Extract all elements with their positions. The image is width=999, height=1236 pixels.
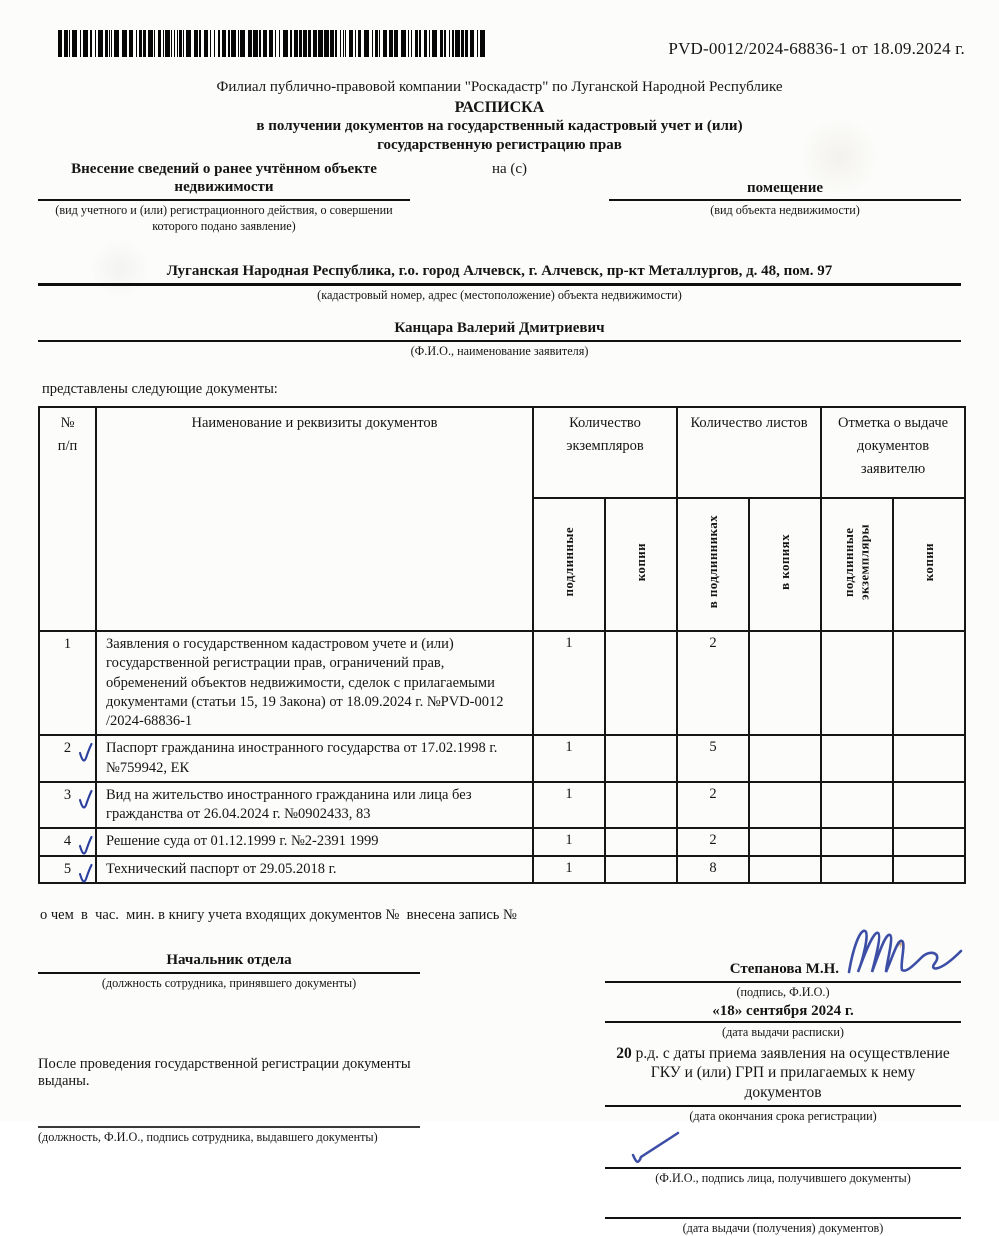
handwritten-checkmark-icon: [627, 1129, 683, 1167]
row-number-cell: [39, 735, 96, 782]
originals-count: 1: [565, 785, 573, 802]
document-name: Заявления о государственном кадастровом учете и (или) государственной регистрации прав, ограничений прав, обременений объектов недвижимости, сделок с прилагаемыми документами (статьи 15, 19 Закона) от 18.09.2024 г. №PVD-0012 /2024-68836-1: [106, 635, 504, 730]
copies-count-cell: [605, 782, 677, 829]
copies-count-cell: [605, 828, 677, 855]
col-header-number-line2: п/п: [57, 438, 78, 455]
na-s-label: на (с): [491, 160, 528, 177]
applicant-caption: (Ф.И.О., наименование заявителя): [410, 344, 589, 359]
originals-count: 1: [565, 634, 573, 651]
object-address-caption: (кадастровый номер, адрес (местоположение) объекта недвижимости): [317, 288, 682, 303]
record-book-line: о чем в час. мин. в книгу учета входящих документов № внесена запись №: [40, 907, 517, 924]
signatory-name: Степанова М.Н.: [729, 961, 839, 978]
originals-count-cell: [533, 782, 605, 829]
copies-count-cell: [605, 631, 677, 735]
row-number: 4: [63, 833, 72, 850]
action-type-block: [38, 160, 410, 235]
row-number: 3: [63, 786, 72, 803]
deadline-text: р.д. с даты приема заявления на осуществление ГКУ и (или) ГРП и прилагаемых к нему документов: [635, 1044, 950, 1101]
deadline-caption: (дата окончания срока регистрации): [689, 1108, 877, 1123]
document-name-cell: [96, 631, 533, 735]
document-number: PVD-0012/2024-68836-1 от 18.09.2024 г.: [668, 39, 965, 58]
receipt-subtitle-1: в получении документов на государственный кадастровый учет и (или): [256, 118, 743, 134]
row-number: 1: [63, 635, 72, 652]
document-header: [0, 0, 999, 59]
document-name: Технический паспорт от 29.05.2018 г.: [106, 860, 337, 877]
sheets-originals-count: 2: [709, 832, 717, 849]
signature-section: [38, 936, 961, 1236]
row-number-cell: [39, 856, 96, 883]
row-checkmark-icon: [78, 742, 93, 770]
receiver-caption: (должность сотрудника, принявшего документы): [101, 976, 357, 991]
registration-deadline: [605, 1041, 961, 1107]
receipt-subtitle-2: государственную регистрацию прав: [377, 136, 622, 153]
left-signature-column: [38, 936, 420, 1236]
stamp-mark-icon: ✳: [895, 939, 905, 952]
originals-count: 1: [565, 739, 573, 756]
issued-originals-cell: [821, 828, 893, 855]
issued-originals-cell: [821, 631, 893, 735]
subheader-in-copies: [749, 498, 821, 631]
table-row: [39, 631, 965, 735]
signature-line: [605, 936, 961, 983]
documents-tbody: [39, 631, 965, 883]
object-type-value: помещение: [609, 160, 961, 202]
subheader-original-instances: [821, 498, 893, 631]
group-header-issue-mark-label: Отметка о выдаче документов заявителю: [837, 414, 949, 478]
sheets-originals-cell: [677, 735, 749, 782]
sheets-originals-count: 2: [709, 634, 717, 651]
action-type-caption: (вид учетного и (или) регистрационного действия, о совершении которого подано заявление): [55, 203, 393, 233]
action-object-row: [0, 160, 999, 235]
issued-copies-cell: [893, 735, 965, 782]
originals-count: 1: [565, 859, 573, 876]
copies-count-cell: [605, 735, 677, 782]
action-type-value: Внесение сведений о ранее учтённом объекте недвижимости: [38, 160, 410, 202]
sheets-copies-cell: [749, 828, 821, 855]
originals-count: 1: [565, 832, 573, 849]
row-number: 2: [63, 740, 72, 757]
sheets-originals-count: 5: [709, 739, 717, 756]
deadline-days: 20: [616, 1044, 632, 1062]
subheader-in-copies-label: в копиях: [777, 534, 793, 590]
group-header-issue-mark: [821, 407, 965, 498]
subheader-in-originals: [677, 498, 749, 631]
object-address-block: [38, 262, 961, 305]
sheets-originals-cell: [677, 856, 749, 883]
object-type-caption: (вид объекта недвижимости): [710, 203, 860, 218]
document-name-cell: [96, 782, 533, 829]
applicant-name: Канцара Валерий Дмитриевич: [38, 319, 961, 342]
row-number: 5: [63, 860, 72, 877]
documents-intro: представлены следующие документы:: [42, 380, 278, 397]
recipient-caption: (Ф.И.О., подпись лица, получившего документы): [655, 1170, 911, 1185]
receipt-date-line: [605, 1217, 961, 1219]
sheets-copies-cell: [749, 782, 821, 829]
issued-originals-cell: [821, 735, 893, 782]
issue-date-caption: (дата выдачи расписки): [722, 1024, 844, 1039]
row-number-cell: [39, 631, 96, 735]
issued-copies-cell: [893, 782, 965, 829]
handwritten-signature-icon: [839, 918, 971, 987]
issued-originals-cell: [821, 782, 893, 829]
subheader-copies: [605, 498, 677, 631]
col-header-number-line1: №: [60, 414, 75, 431]
group-header-copies-count: [533, 407, 677, 498]
recipient-check-zone: [605, 1125, 961, 1167]
issued-copies-cell: [893, 856, 965, 883]
document-name-cell: [96, 735, 533, 782]
issued-originals-cell: [821, 856, 893, 883]
row-number-cell: [39, 782, 96, 829]
applicant-block: [38, 319, 961, 360]
right-signature-column: [605, 936, 961, 1236]
receiver-position: Начальник отдела: [38, 936, 420, 974]
originals-count-cell: [533, 631, 605, 735]
document-name: Вид на жительство иностранного гражданина или лица без гражданства от 26.04.2024 г. №0902433, 83: [106, 786, 472, 823]
copies-count-cell: [605, 856, 677, 883]
table-row: [39, 828, 965, 855]
issued-copies-cell: [893, 828, 965, 855]
subheader-original-instances-label: подлинные экземпляры: [841, 523, 873, 600]
row-checkmark-icon: [78, 863, 93, 891]
issuer-signature-line: [38, 1090, 420, 1128]
subheader-copies-label: копии: [633, 542, 649, 582]
sheets-originals-count: 8: [709, 859, 717, 876]
row-number-cell: [39, 828, 96, 855]
documents-table: [38, 406, 966, 884]
sheets-copies-cell: [749, 631, 821, 735]
originals-count-cell: [533, 735, 605, 782]
receipt-title: РАСПИСКА: [454, 99, 545, 116]
signature-caption: (подпись, Ф.И.О.): [736, 985, 830, 1000]
sheets-originals-cell: [677, 828, 749, 855]
group-header-sheets-count-label: Количество листов: [690, 414, 808, 431]
table-row: [39, 735, 965, 782]
group-header-sheets-count: [677, 407, 821, 498]
document-name-cell: [96, 856, 533, 883]
subheader-issue-copies-label: копии: [921, 542, 937, 582]
subheader-originals-label: подлинные: [561, 527, 577, 597]
document-name: Решение суда от 01.12.1999 г. №2-2391 1999: [106, 833, 379, 850]
table-row: [39, 856, 965, 883]
post-registration-note: После проведения государственной регистрации документы выданы.: [38, 1055, 411, 1089]
object-address-value: Луганская Народная Республика, г.о. город Алчевск, г. Алчевск, пр-кт Металлургов, д. 48, пом. 97: [38, 262, 961, 287]
issue-date-value: «18» сентября 2024 г.: [605, 1001, 961, 1023]
issued-copies-cell: [893, 631, 965, 735]
col-header-number: [39, 407, 96, 631]
row-checkmark-icon: [78, 789, 93, 817]
sheets-copies-cell: [749, 856, 821, 883]
document-name-cell: [96, 828, 533, 855]
group-header-copies-count-label: Количество экземпляров: [566, 414, 644, 455]
object-type-block: [609, 160, 961, 220]
receipt-date-caption: (дата выдачи (получения) документов): [682, 1220, 884, 1235]
originals-count-cell: [533, 828, 605, 855]
subheader-issue-copies: [893, 498, 965, 631]
organization-line: Филиал публично-правовой компании "Роскадастр" по Луганской Народной Республике: [216, 79, 783, 95]
subheader-originals: [533, 498, 605, 631]
sheets-originals-cell: [677, 631, 749, 735]
subheader-in-originals-label: в подлинниках: [705, 515, 721, 609]
document-name: Паспорт гражданина иностранного государства от 17.02.1998 г. №759942, ЕК: [106, 740, 498, 776]
sheets-originals-cell: [677, 782, 749, 829]
sheets-copies-cell: [749, 735, 821, 782]
originals-count-cell: [533, 856, 605, 883]
barcode-icon: [58, 30, 486, 57]
sheets-originals-count: 2: [709, 785, 717, 802]
table-row: [39, 782, 965, 829]
issuer-caption: (должность, Ф.И.О., подпись сотрудника, выдавшего документы): [38, 1129, 378, 1144]
col-header-name-label: Наименование и реквизиты документов: [191, 414, 438, 431]
col-header-name: [96, 407, 533, 631]
recipient-signature-line: [605, 1167, 961, 1169]
